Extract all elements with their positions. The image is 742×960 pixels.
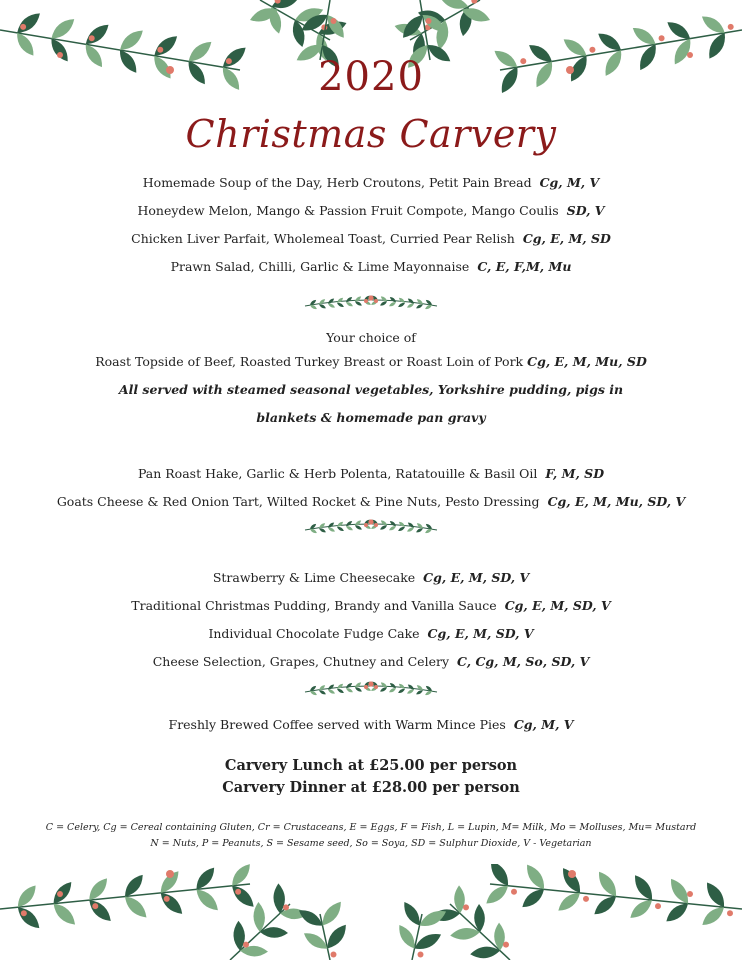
dessert-item-1: Strawberry & Lime Cheesecake Cg, E, M, SD, V xyxy=(212,570,530,585)
holly-divider-1 xyxy=(0,292,742,316)
holly-divider-2 xyxy=(0,516,742,540)
menu-year: 2020 xyxy=(318,54,424,100)
dinner-price: Carvery Dinner at £28.00 per person xyxy=(222,779,520,796)
starter-item-2: Honeydew Melon, Mango & Passion Fruit Compote, Mango Coulis SD, V xyxy=(137,203,605,218)
roast-item: Roast Topside of Beef, Roasted Turkey Breast or Roast Loin of Pork Cg, E, M, Mu, SD xyxy=(95,354,647,369)
allergen-key-line-1: C = Celery, Cg = Cereal containing Gluten, Cr = Crustaceans, E = Eggs, F = Fish, L = Lupin, M= Milk, Mo = Molluses, Mu= Mustard xyxy=(45,822,697,833)
starter-item-4: Prawn Salad, Chilli, Garlic & Lime Mayonnaise C, E, F,M, Mu xyxy=(170,259,572,274)
dessert-item-2: Traditional Christmas Pudding, Brandy and Vanilla Sauce Cg, E, M, SD, V xyxy=(131,598,611,613)
holly-divider-3 xyxy=(0,678,742,702)
allergen-key-line-2: N = Nuts, P = Peanuts, S = Sesame seed, So = Soya, SD = Sulphur Dioxide, V - Vegetarian xyxy=(150,838,592,849)
main-alt-item-2: Goats Cheese & Red Onion Tart, Wilted Rocket & Pine Nuts, Pesto Dressing Cg, E, M, Mu, SD, V xyxy=(56,494,686,509)
coffee-item: Freshly Brewed Coffee served with Warm Mince Pies Cg, M, V xyxy=(168,717,574,732)
served-with-line-2: blankets & homemade pan gravy xyxy=(256,410,486,425)
menu-title: Christmas Carvery xyxy=(185,112,557,156)
main-alt-item-1: Pan Roast Hake, Garlic & Herb Polenta, Ratatouille & Basil Oil F, M, SD xyxy=(137,466,605,481)
served-with-line-1: All served with steamed seasonal vegetables, Yorkshire pudding, pigs in xyxy=(118,382,624,397)
starter-item-1: Homemade Soup of the Day, Herb Croutons, Petit Pain Bread Cg, M, V xyxy=(142,175,600,190)
holly-garland-bottom xyxy=(0,864,742,960)
dessert-item-4: Cheese Selection, Grapes, Chutney and Celery C, Cg, M, So, SD, V xyxy=(152,654,590,669)
starter-item-3: Chicken Liver Parfait, Wholemeal Toast, Curried Pear Relish Cg, E, M, SD xyxy=(131,231,611,246)
dessert-item-3: Individual Chocolate Fudge Cake Cg, E, M, SD, V xyxy=(208,626,534,641)
lunch-price: Carvery Lunch at £25.00 per person xyxy=(224,757,518,774)
mains-intro: Your choice of xyxy=(326,330,416,345)
